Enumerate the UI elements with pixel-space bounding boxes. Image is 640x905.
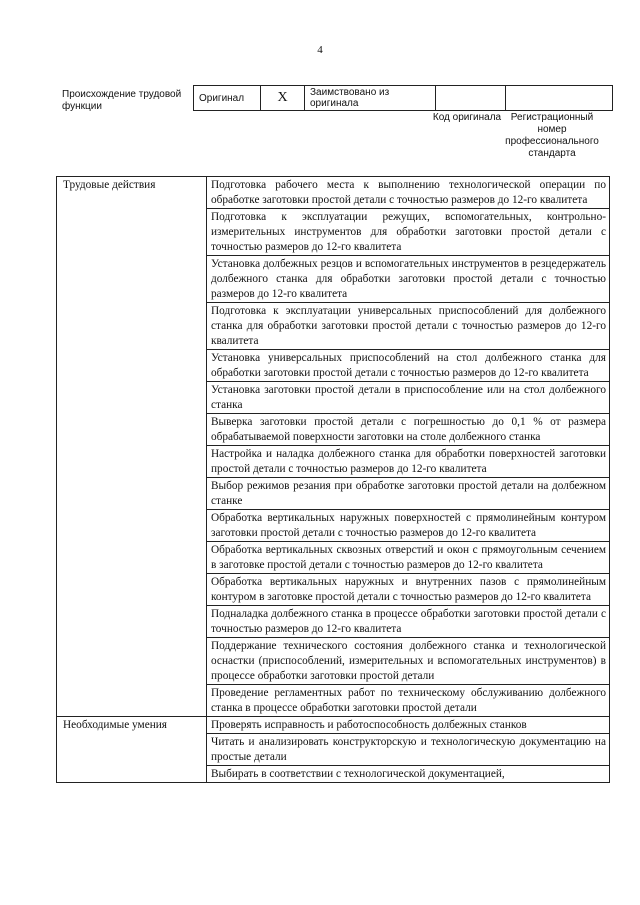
code-cell (436, 86, 506, 111)
labor-action-item: Обработка вертикальных наружных и внутренних пазов с прямолинейным контуром в заготовке простой детали с точностью размеров до 12-го квалитета (207, 574, 610, 606)
labor-actions-label: Трудовые действия (57, 177, 207, 717)
labor-action-item: Подготовка к эксплуатации универсальных приспособлений для долбежного станка для обработки заготовки простой детали с точностью размеров до 12-го квалитета (207, 303, 610, 350)
labor-action-item: Проведение регламентных работ по техническому обслуживанию долбежного станка в процессе обработки заготовки простой детали (207, 685, 610, 717)
skills-label: Необходимые умения (57, 717, 207, 783)
labor-action-item: Настройка и наладка долбежного станка для обработки поверхностей заготовки простой детали с точностью размеров до 12-го квалитета (207, 446, 610, 478)
labor-action-item: Выбор режимов резания при обработке заготовки простой детали на долбежном станке (207, 478, 610, 510)
labor-action-item: Обработка вертикальных сквозных отверстий и окон с прямоугольным сечением в заготовке простой детали с точностью размеров до 12-го квалитета (207, 542, 610, 574)
reg-number-cell (506, 86, 613, 111)
skill-item: Проверять исправность и работоспособность долбежных станков (207, 717, 610, 734)
labor-action-item: Установка заготовки простой детали в приспособление или на стол долбежного станка (207, 382, 610, 414)
skill-item: Читать и анализировать конструкторскую и технологическую документацию на простые детали (207, 734, 610, 766)
labor-action-item: Подготовка к эксплуатации режущих, вспомогательных, контрольно-измерительных инструментов для обработки заготовки простой детали с точностью размеров до 12-го квалитета (207, 209, 610, 256)
origin-label: Происхождение трудовой функции (62, 89, 182, 112)
page-number: 4 (317, 44, 323, 56)
labor-action-item: Установка универсальных приспособлений на стол долбежного станка для обработки заготовки простой детали с точностью размеров до 12-го квалитета (207, 350, 610, 382)
function-table (56, 176, 610, 783)
labor-action-item: Выверка заготовки простой детали с погрешностью до 0,1 % от размера обрабатываемой поверхности заготовки на столе долбежного станка (207, 414, 610, 446)
reg-number-caption: Регистрационный номер профессионального стандарта (505, 112, 599, 159)
labor-action-item: Установка долбежных резцов и вспомогательных инструментов в резцедержатель долбежного станка для обработки заготовки простой детали с точностью размеров до 12-го квалитета (207, 256, 610, 303)
origin-table (193, 85, 613, 111)
original-mark: X (261, 86, 305, 111)
labor-action-item: Подготовка рабочего места к выполнению технологической операции по обработке заготовки простой детали с точностью размеров до 12-го квалитета (207, 177, 610, 209)
borrowed-label: Заимствовано из оригинала (305, 86, 436, 111)
code-caption: Код оригинала (432, 112, 502, 123)
labor-action-item: Подналадка долбежного станка в процессе обработки заготовки простой детали с точностью размеров до 12-го квалитета (207, 606, 610, 638)
skill-item: Выбирать в соответствии с технологической документацией, (207, 766, 610, 783)
labor-action-item: Поддержание технического состояния долбежного станка и технологической оснастки (приспособлений, измерительных и вспомогательных инструментов) в процессе обработки заготовки простой детали (207, 638, 610, 685)
labor-action-item: Обработка вертикальных наружных поверхностей с прямолинейным контуром заготовки простой детали с точностью размеров до 12-го квалитета (207, 510, 610, 542)
original-label: Оригинал (194, 86, 261, 111)
